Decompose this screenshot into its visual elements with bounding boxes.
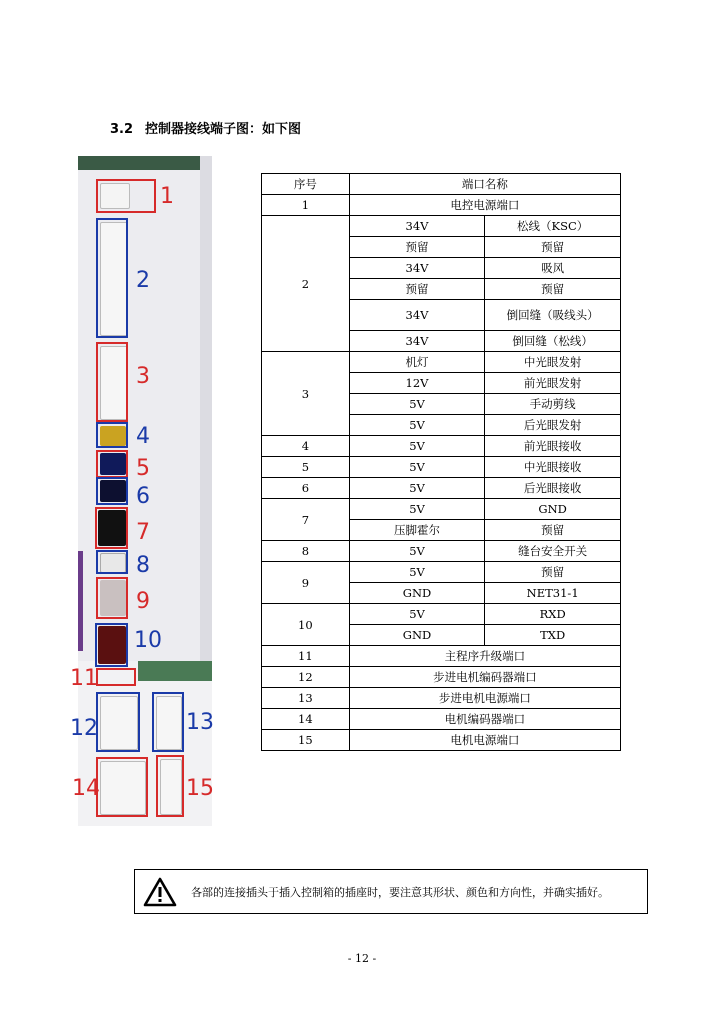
label-2: 2 [136, 268, 150, 293]
cell-pin-signal: 压脚霍尔 [349, 520, 485, 541]
pcb-top-edge [78, 156, 212, 170]
highlight-box-15 [156, 755, 184, 817]
header-index: 序号 [262, 174, 350, 195]
cell-index: 4 [262, 436, 350, 457]
cell-port-name: 步进电机电源端口 [349, 688, 620, 709]
cell-pin-signal: 5V [349, 457, 485, 478]
table-row [262, 730, 621, 751]
cell-pin-signal: GND [349, 625, 485, 646]
highlight-box-8 [96, 550, 128, 574]
label-9: 9 [136, 589, 150, 614]
label-1: 1 [160, 184, 174, 209]
cell-pin-function: 缝台安全开关 [485, 541, 621, 562]
table-row [262, 604, 621, 625]
label-7: 7 [136, 520, 150, 545]
cell-pin-function: 倒回缝（吸线头） [485, 300, 621, 331]
cell-index: 10 [262, 604, 350, 646]
cell-pin-function: 中光眼发射 [485, 352, 621, 373]
cell-index: 14 [262, 709, 350, 730]
cell-pin-function: 预留 [485, 520, 621, 541]
cell-port-name: 电机编码器端口 [349, 709, 620, 730]
table-row [262, 457, 621, 478]
cell-port-name: 主程序升级端口 [349, 646, 620, 667]
cell-pin-signal: 5V [349, 478, 485, 499]
table-row [262, 195, 621, 216]
cell-pin-function: 中光眼接收 [485, 457, 621, 478]
cell-index: 7 [262, 499, 350, 541]
cell-index: 5 [262, 457, 350, 478]
cell-pin-function: 手动剪线 [485, 394, 621, 415]
cell-index: 12 [262, 667, 350, 688]
highlight-box-6 [96, 477, 128, 505]
port-table [261, 173, 621, 751]
highlight-box-10 [95, 623, 128, 667]
cell-index: 8 [262, 541, 350, 562]
header-name: 端口名称 [349, 174, 620, 195]
cell-pin-function: 预留 [485, 237, 621, 258]
cell-index: 15 [262, 730, 350, 751]
cell-pin-signal: 5V [349, 562, 485, 583]
cell-index: 6 [262, 478, 350, 499]
cell-pin-function: 前光眼发射 [485, 373, 621, 394]
cell-pin-signal: 34V [349, 331, 485, 352]
highlight-box-1 [96, 179, 156, 213]
cell-port-name: 电控电源端口 [349, 195, 620, 216]
cell-pin-function: 预留 [485, 279, 621, 300]
table-row [262, 352, 621, 373]
table-row [262, 646, 621, 667]
label-13: 13 [186, 710, 214, 735]
cell-index: 9 [262, 562, 350, 604]
cell-pin-function: GND [485, 499, 621, 520]
cell-pin-function: RXD [485, 604, 621, 625]
label-15: 15 [186, 776, 214, 801]
table-header-row [262, 174, 621, 195]
section-heading [110, 118, 301, 137]
label-5: 5 [136, 456, 150, 481]
highlight-box-3 [96, 342, 128, 422]
highlight-box-14 [96, 757, 148, 817]
highlight-box-2 [96, 218, 128, 338]
label-8: 8 [136, 553, 150, 578]
cell-pin-function: 倒回缝（松线） [485, 331, 621, 352]
label-11: 11 [70, 666, 98, 691]
cell-pin-function: 吸风 [485, 258, 621, 279]
cell-pin-signal: 5V [349, 499, 485, 520]
table-row [262, 216, 621, 237]
cell-index: 11 [262, 646, 350, 667]
table-row [262, 667, 621, 688]
cell-pin-signal: 34V [349, 216, 485, 237]
highlight-box-4 [96, 422, 128, 448]
table-row [262, 499, 621, 520]
highlight-box-9 [96, 577, 128, 619]
cell-pin-signal: 5V [349, 604, 485, 625]
cell-pin-signal: 34V [349, 300, 485, 331]
cell-pin-signal: 12V [349, 373, 485, 394]
cell-pin-signal: 5V [349, 541, 485, 562]
label-10: 10 [134, 628, 162, 653]
table-row [262, 541, 621, 562]
highlight-box-7 [95, 507, 128, 549]
table-row [262, 436, 621, 457]
cell-pin-function: TXD [485, 625, 621, 646]
highlight-box-13 [152, 692, 184, 752]
label-14: 14 [72, 776, 100, 801]
table-row [262, 709, 621, 730]
cell-pin-signal: 预留 [349, 279, 485, 300]
port-table-body [262, 174, 621, 751]
page-number: - 12 - [347, 952, 377, 965]
cell-pin-function: 松线（KSC） [485, 216, 621, 237]
cell-index: 2 [262, 216, 350, 352]
lower-pcb [138, 661, 212, 681]
label-12: 12 [70, 716, 98, 741]
cell-pin-signal: GND [349, 583, 485, 604]
notice-box [134, 869, 648, 914]
warning-triangle-icon [143, 877, 177, 907]
cell-pin-function: 后光眼发射 [485, 415, 621, 436]
cell-pin-signal: 5V [349, 415, 485, 436]
table-row [262, 562, 621, 583]
highlight-box-5 [96, 450, 128, 478]
cell-port-name: 电机电源端口 [349, 730, 620, 751]
cell-pin-function: NET31-1 [485, 583, 621, 604]
section-title: 控制器接线端子图：如下图 [145, 122, 302, 137]
cell-pin-function: 预留 [485, 562, 621, 583]
cell-pin-signal: 机灯 [349, 352, 485, 373]
label-6: 6 [136, 484, 150, 509]
cell-pin-signal: 预留 [349, 237, 485, 258]
highlight-box-12 [96, 692, 140, 752]
cell-index: 1 [262, 195, 350, 216]
label-3: 3 [136, 364, 150, 389]
cell-pin-signal: 5V [349, 436, 485, 457]
cell-pin-function: 前光眼接收 [485, 436, 621, 457]
label-4: 4 [136, 424, 150, 449]
cell-index: 13 [262, 688, 350, 709]
board-shadow [78, 551, 83, 651]
notice-text: 各部的连接插头于插入控制箱的插座时，要注意其形状、颜色和方向性，并确实插好。 [191, 886, 609, 899]
cell-pin-signal: 5V [349, 394, 485, 415]
table-row [262, 478, 621, 499]
highlight-box-11 [96, 668, 136, 686]
cell-pin-signal: 34V [349, 258, 485, 279]
section-number: 3.2 [110, 122, 134, 137]
cell-port-name: 步进电机编码器端口 [349, 667, 620, 688]
cell-index: 3 [262, 352, 350, 436]
table-row [262, 688, 621, 709]
cell-pin-function: 后光眼接收 [485, 478, 621, 499]
